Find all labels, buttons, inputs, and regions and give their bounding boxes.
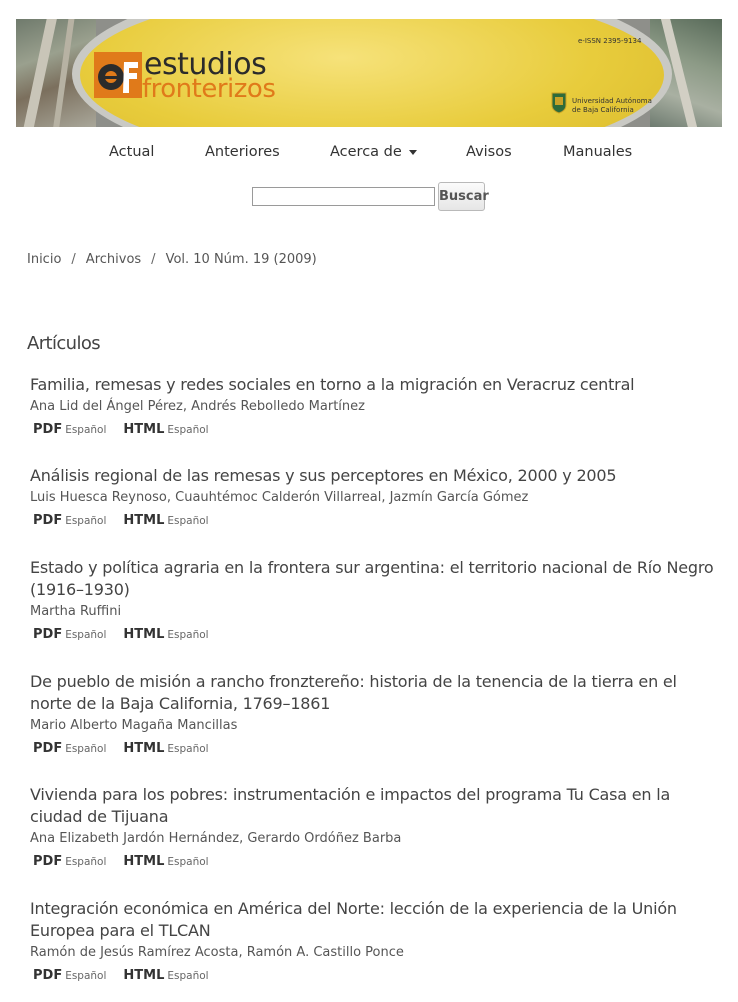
galley-language: Español <box>167 743 209 755</box>
galley-links <box>30 737 720 757</box>
galley-language: Español <box>65 515 107 527</box>
pdf-galley-link[interactable] <box>33 737 106 756</box>
galley-type: PDF <box>33 741 63 756</box>
galley-type: HTML <box>123 741 165 756</box>
galley-language: Español <box>65 856 107 868</box>
galley-language: Español <box>65 424 107 436</box>
article-authors: Ana Lid del Ángel Pérez, Andrés Rebolledo Martínez <box>30 399 365 414</box>
breadcrumb-current: Vol. 10 Núm. 19 (2009) <box>165 252 317 267</box>
pdf-galley-link[interactable] <box>33 418 106 437</box>
galley-type: PDF <box>33 513 63 528</box>
breadcrumb <box>27 252 317 267</box>
galley-type: HTML <box>123 627 165 642</box>
breadcrumb-separator: / <box>151 252 156 267</box>
nav-item-actual[interactable]: Actual <box>109 144 155 160</box>
nav-item-avisos[interactable]: Avisos <box>466 144 512 160</box>
pdf-galley-link[interactable] <box>33 509 106 528</box>
article-item <box>30 898 720 984</box>
galley-language: Español <box>167 629 209 641</box>
breadcrumb-archives[interactable]: Archivos <box>85 252 142 267</box>
breadcrumb-home[interactable]: Inicio <box>27 252 62 267</box>
article-authors: Ramón de Jesús Ramírez Acosta, Ramón A. Castillo Ponce <box>30 945 404 960</box>
article-title[interactable]: Estado y política agraria en la frontera sur argentina: el territorio nacional de Río Negro (1916–1930) <box>30 558 714 599</box>
article-title[interactable]: Análisis regional de las remesas y sus perceptores en México, 2000 y 2005 <box>30 466 617 485</box>
html-galley-link[interactable] <box>123 737 208 756</box>
pdf-galley-link[interactable] <box>33 623 106 642</box>
search-button[interactable]: Buscar <box>438 182 485 211</box>
nav-item-manuales[interactable]: Manuales <box>563 144 633 160</box>
article-item <box>30 784 720 870</box>
article-authors: Mario Alberto Magaña Mancillas <box>30 718 238 733</box>
galley-language: Español <box>167 970 209 982</box>
pdf-galley-link[interactable] <box>33 850 106 869</box>
article-item <box>30 557 720 643</box>
galley-type: HTML <box>123 968 165 983</box>
galley-language: Español <box>65 743 107 755</box>
article-authors: Luis Huesca Reynoso, Cuauhtémoc Calderón Villarreal, Jazmín García Gómez <box>30 490 529 505</box>
university-name: Universidad Autónoma de Baja California <box>572 97 652 114</box>
journal-banner[interactable] <box>16 19 722 127</box>
galley-language: Español <box>167 856 209 868</box>
breadcrumb-separator: / <box>71 252 76 267</box>
galley-links <box>30 509 720 529</box>
logo-text-fronterizos: fronterizos <box>142 74 276 104</box>
galley-type: HTML <box>123 422 165 437</box>
html-galley-link[interactable] <box>123 623 208 642</box>
galley-links <box>30 964 720 984</box>
galley-links <box>30 418 720 438</box>
galley-links <box>30 623 720 643</box>
search-input[interactable] <box>252 187 435 206</box>
article-title[interactable]: Integración económica en América del Norte: lección de la experiencia de la Unión Europea para el TLCAN <box>30 899 677 940</box>
galley-type: PDF <box>33 422 63 437</box>
article-item <box>30 671 720 757</box>
galley-language: Español <box>65 970 107 982</box>
article-authors: Martha Ruffini <box>30 604 122 619</box>
pdf-galley-link[interactable] <box>33 964 106 983</box>
html-galley-link[interactable] <box>123 964 208 983</box>
galley-type: PDF <box>33 854 63 869</box>
issn-label: e-ISSN 2395-9134 <box>578 37 642 45</box>
galley-type: PDF <box>33 627 63 642</box>
article-title[interactable]: Vivienda para los pobres: instrumentación e impactos del programa Tu Casa en la ciudad de Tijuana <box>30 785 671 826</box>
article-item <box>30 374 720 438</box>
article-title[interactable]: Familia, remesas y redes sociales en torno a la migración en Veracruz central <box>30 375 635 394</box>
html-galley-link[interactable] <box>123 509 208 528</box>
html-galley-link[interactable] <box>123 850 208 869</box>
nav-item-acerca-de-label: Acerca de <box>330 144 402 160</box>
logo-text-estudios: estudios <box>144 47 267 82</box>
html-galley-link[interactable] <box>123 418 208 437</box>
galley-type: PDF <box>33 968 63 983</box>
galley-language: Español <box>167 515 209 527</box>
ef-logo-icon <box>94 52 142 98</box>
main-nav <box>0 144 738 164</box>
galley-type: HTML <box>123 854 165 869</box>
uabc-shield-icon <box>551 92 567 114</box>
galley-language: Español <box>65 629 107 641</box>
article-item <box>30 465 720 529</box>
galley-language: Español <box>167 424 209 436</box>
galley-type: HTML <box>123 513 165 528</box>
nav-item-acerca-de[interactable] <box>330 144 417 160</box>
nav-item-anteriores[interactable]: Anteriores <box>205 144 280 160</box>
article-authors: Ana Elizabeth Jardón Hernández, Gerardo Ordóñez Barba <box>30 831 402 846</box>
galley-links <box>30 850 720 870</box>
section-title: Artículos <box>27 333 101 354</box>
caret-down-icon <box>409 150 417 155</box>
article-title[interactable]: De pueblo de misión a rancho fronztereño: historia de la tenencia de la tierra en el norte de la Baja California, 1769–1861 <box>30 672 677 713</box>
